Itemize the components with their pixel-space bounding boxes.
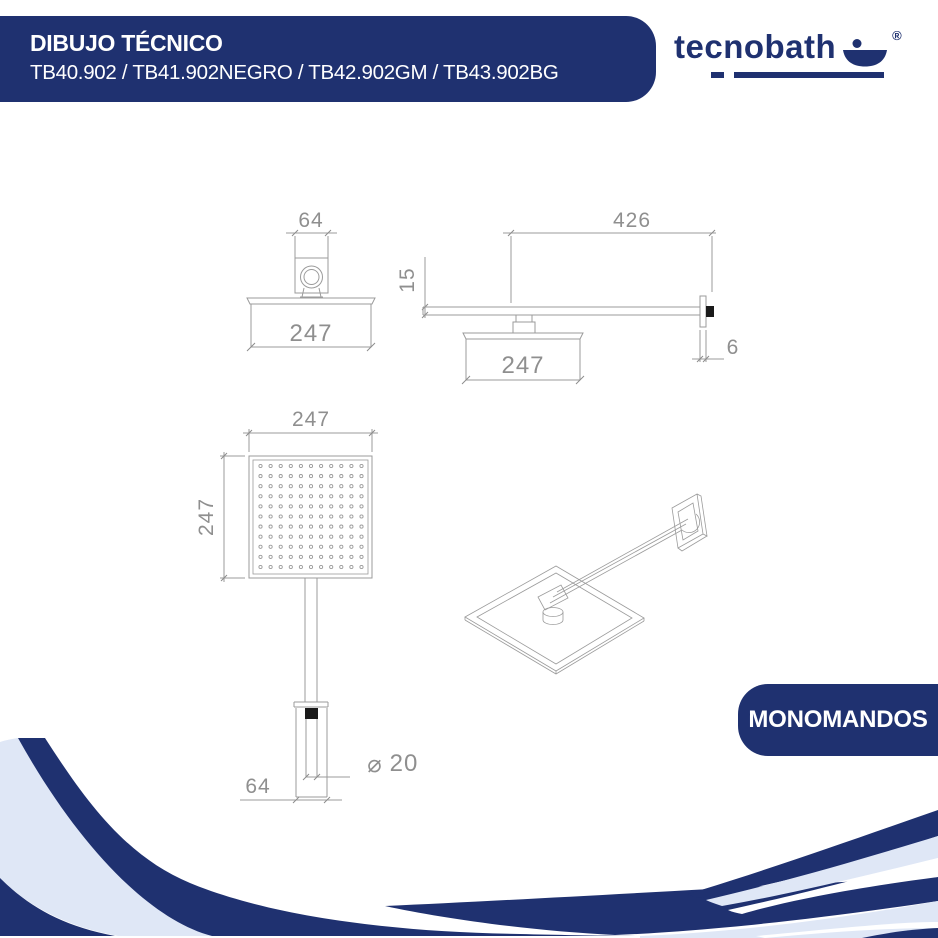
model-codes: TB40.902 / TB41.902NEGRO / TB42.902GM / TB43.902BG [30,60,559,84]
wave-decoration [0,738,938,938]
dim-pipe-base-width: 64 [245,775,271,798]
dim-head-width-side: 247 [501,352,545,379]
category-label: MONOMANDOS [748,706,928,733]
dim-bracket-width: 64 [298,209,324,232]
brand-name: tecnobath [674,28,837,65]
dim-head-width-front: 247 [289,320,333,347]
dim-pipe-diameter: 20 [389,750,419,777]
nozzle-grid [259,464,363,568]
dim-face-height: 247 [195,497,218,537]
dim-arm-length: 426 [612,209,652,232]
isometric-view-drawing [465,494,707,674]
dim-plate-thickness: 6 [726,336,740,359]
page-title: DIBUJO TÉCNICO [30,30,223,56]
front-view-drawing [247,209,375,351]
side-view-drawing [396,209,739,384]
dim-arm-profile: 15 [396,267,419,293]
diameter-symbol: ⌀ [367,750,383,778]
dim-face-width: 247 [291,408,331,431]
registered-mark: ® [892,28,902,43]
